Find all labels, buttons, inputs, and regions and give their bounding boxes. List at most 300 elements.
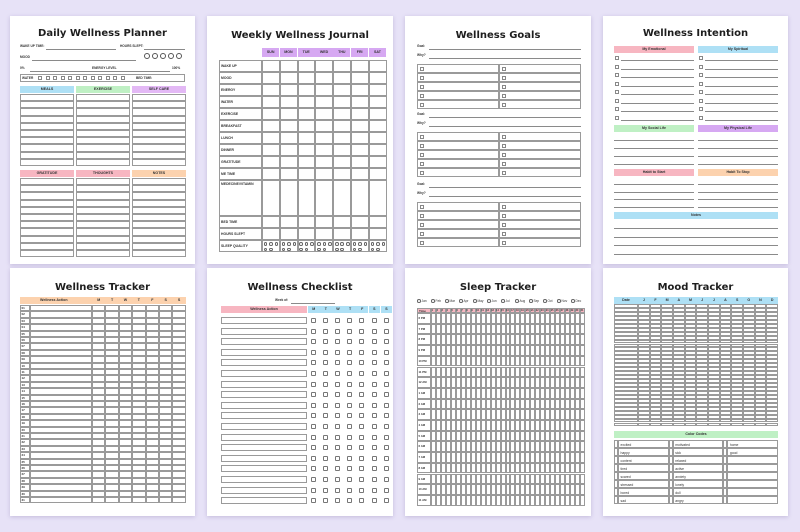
- checklist-checkbox[interactable]: [347, 477, 352, 482]
- checklist-checkbox[interactable]: [372, 498, 377, 503]
- weekly-entry-cell[interactable]: [315, 60, 333, 72]
- checklist-checkbox[interactable]: [311, 466, 316, 471]
- mood-day-cell[interactable]: [731, 423, 743, 427]
- sleep-quality-dot[interactable]: [353, 242, 357, 246]
- checklist-checkbox[interactable]: [372, 477, 377, 482]
- energy-level-bar[interactable]: [30, 71, 170, 72]
- goal-step-cell[interactable]: [499, 238, 581, 247]
- color-code-cell[interactable]: [727, 440, 778, 448]
- checklist-checkbox[interactable]: [311, 456, 316, 461]
- checklist-checkbox[interactable]: [311, 413, 316, 418]
- weekly-entry-cell[interactable]: [333, 120, 351, 132]
- goal-step-checkbox[interactable]: [420, 205, 424, 209]
- planner-entry-cell[interactable]: [132, 250, 186, 257]
- sleep-hour-cell[interactable]: [580, 399, 585, 410]
- water-glass-checkbox[interactable]: [38, 76, 42, 80]
- intention-checkbox[interactable]: [615, 82, 619, 86]
- checklist-checkbox[interactable]: [323, 498, 328, 503]
- why-field[interactable]: [429, 196, 581, 197]
- checklist-checkbox[interactable]: [323, 424, 328, 429]
- goal-step-cell[interactable]: [499, 211, 581, 220]
- planner-entry-cell[interactable]: [20, 130, 74, 137]
- checklist-checkbox[interactable]: [359, 350, 364, 355]
- goal-step-checkbox[interactable]: [420, 103, 424, 107]
- planner-entry-cell[interactable]: [76, 200, 130, 207]
- checklist-checkbox[interactable]: [323, 392, 328, 397]
- planner-entry-cell[interactable]: [76, 178, 130, 185]
- water-glass-checkbox[interactable]: [98, 76, 102, 80]
- weekly-entry-cell[interactable]: [280, 84, 298, 96]
- weekly-entry-cell[interactable]: [298, 108, 316, 120]
- weekly-entry-cell[interactable]: [369, 108, 387, 120]
- checklist-checkbox[interactable]: [347, 318, 352, 323]
- goal-step-checkbox[interactable]: [502, 205, 506, 209]
- weekly-entry-cell[interactable]: [298, 72, 316, 84]
- goal-step-cell[interactable]: [499, 220, 581, 229]
- checklist-checkbox[interactable]: [347, 488, 352, 493]
- weekly-entry-cell[interactable]: [369, 216, 387, 228]
- checklist-checkbox[interactable]: [335, 382, 340, 387]
- checklist-checkbox[interactable]: [323, 445, 328, 450]
- planner-entry-cell[interactable]: [20, 228, 74, 235]
- checklist-checkbox[interactable]: [372, 466, 377, 471]
- weekly-entry-cell[interactable]: [262, 216, 280, 228]
- week-of-field[interactable]: [291, 303, 335, 304]
- checklist-action-cell[interactable]: [221, 465, 307, 472]
- checklist-checkbox[interactable]: [372, 329, 377, 334]
- checklist-checkbox[interactable]: [384, 329, 389, 334]
- checklist-checkbox[interactable]: [311, 445, 316, 450]
- weekly-entry-cell[interactable]: [333, 156, 351, 168]
- goal-step-checkbox[interactable]: [502, 153, 506, 157]
- month-radio[interactable]: [459, 299, 463, 303]
- checklist-checkbox[interactable]: [335, 339, 340, 344]
- checklist-checkbox[interactable]: [384, 382, 389, 387]
- weekly-entry-cell[interactable]: [262, 60, 280, 72]
- color-code-cell[interactable]: [673, 472, 724, 480]
- planner-entry-cell[interactable]: [76, 152, 130, 159]
- checklist-checkbox[interactable]: [311, 360, 316, 365]
- water-glass-checkbox[interactable]: [76, 76, 80, 80]
- checklist-checkbox[interactable]: [335, 360, 340, 365]
- checklist-checkbox[interactable]: [384, 318, 389, 323]
- intention-line[interactable]: [705, 120, 778, 121]
- sleep-hour-cell[interactable]: [580, 474, 585, 485]
- why-field[interactable]: [429, 126, 581, 127]
- month-radio[interactable]: [473, 299, 477, 303]
- weekly-entry-cell[interactable]: [298, 120, 316, 132]
- checklist-checkbox[interactable]: [347, 466, 352, 471]
- month-radio[interactable]: [529, 299, 533, 303]
- checklist-action-cell[interactable]: [221, 381, 307, 388]
- checklist-checkbox[interactable]: [384, 371, 389, 376]
- weekly-entry-cell[interactable]: [262, 120, 280, 132]
- goal-step-checkbox[interactable]: [420, 67, 424, 71]
- weekly-entry-cell[interactable]: [369, 84, 387, 96]
- sleep-quality-dot[interactable]: [287, 242, 291, 246]
- checklist-checkbox[interactable]: [335, 498, 340, 503]
- intention-line[interactable]: [621, 111, 694, 112]
- sleep-quality-dot[interactable]: [299, 248, 303, 252]
- color-code-cell[interactable]: [727, 472, 778, 480]
- intention-checkbox[interactable]: [699, 90, 703, 94]
- checklist-checkbox[interactable]: [311, 350, 316, 355]
- sleep-quality-dot[interactable]: [305, 248, 309, 252]
- checklist-checkbox[interactable]: [359, 371, 364, 376]
- month-radio[interactable]: [431, 299, 435, 303]
- checklist-action-cell[interactable]: [221, 476, 307, 483]
- checklist-checkbox[interactable]: [335, 424, 340, 429]
- checklist-checkbox[interactable]: [384, 339, 389, 344]
- checklist-checkbox[interactable]: [311, 392, 316, 397]
- intention-line[interactable]: [621, 120, 694, 121]
- checklist-checkbox[interactable]: [359, 466, 364, 471]
- goal-step-cell[interactable]: [499, 64, 581, 73]
- checklist-checkbox[interactable]: [384, 360, 389, 365]
- month-radio[interactable]: [487, 299, 491, 303]
- weekly-entry-cell[interactable]: [262, 228, 280, 240]
- weekly-entry-cell[interactable]: [333, 108, 351, 120]
- smile-face-icon[interactable]: [144, 53, 150, 59]
- checklist-checkbox[interactable]: [335, 318, 340, 323]
- color-code-cell[interactable]: [727, 456, 778, 464]
- weekly-entry-cell[interactable]: [280, 216, 298, 228]
- intention-checkbox[interactable]: [615, 73, 619, 77]
- checklist-action-cell[interactable]: [221, 444, 307, 451]
- sleep-hour-cell[interactable]: [580, 345, 585, 356]
- planner-entry-cell[interactable]: [132, 123, 186, 130]
- goal-step-checkbox[interactable]: [420, 135, 424, 139]
- weekly-entry-cell[interactable]: [280, 108, 298, 120]
- color-code-cell[interactable]: [673, 456, 724, 464]
- weekly-entry-cell[interactable]: [369, 120, 387, 132]
- planner-entry-cell[interactable]: [20, 185, 74, 192]
- month-radio[interactable]: [445, 299, 449, 303]
- life-line[interactable]: [614, 140, 694, 141]
- water-glass-checkbox[interactable]: [83, 76, 87, 80]
- goal-step-cell[interactable]: [417, 202, 499, 211]
- goal-step-checkbox[interactable]: [420, 223, 424, 227]
- planner-entry-cell[interactable]: [20, 101, 74, 108]
- planner-entry-cell[interactable]: [20, 159, 74, 166]
- weekly-entry-cell[interactable]: [333, 168, 351, 180]
- intention-line[interactable]: [621, 103, 694, 104]
- mood-day-cell[interactable]: [685, 423, 697, 427]
- sleep-quality-dot[interactable]: [317, 242, 321, 246]
- planner-entry-cell[interactable]: [20, 152, 74, 159]
- goal-step-checkbox[interactable]: [420, 85, 424, 89]
- intention-line[interactable]: [621, 60, 694, 61]
- goal-step-cell[interactable]: [499, 82, 581, 91]
- planner-entry-cell[interactable]: [132, 159, 186, 166]
- habit-line[interactable]: [698, 199, 778, 200]
- checklist-checkbox[interactable]: [359, 329, 364, 334]
- checklist-checkbox[interactable]: [372, 360, 377, 365]
- mood-field[interactable]: [32, 60, 136, 61]
- intention-checkbox[interactable]: [699, 65, 703, 69]
- planner-entry-cell[interactable]: [76, 236, 130, 243]
- planner-entry-cell[interactable]: [76, 123, 130, 130]
- checklist-action-cell[interactable]: [221, 487, 307, 494]
- sleep-hour-cell[interactable]: [580, 484, 585, 495]
- sleep-quality-dot[interactable]: [282, 248, 286, 252]
- sleep-quality-dot[interactable]: [317, 248, 321, 252]
- checklist-checkbox[interactable]: [311, 498, 316, 503]
- why-field[interactable]: [429, 58, 581, 59]
- planner-entry-cell[interactable]: [76, 207, 130, 214]
- checklist-checkbox[interactable]: [311, 318, 316, 323]
- planner-entry-cell[interactable]: [76, 250, 130, 257]
- weekly-entry-cell[interactable]: [298, 96, 316, 108]
- sleep-quality-dot[interactable]: [323, 248, 327, 252]
- weekly-entry-cell[interactable]: [351, 120, 369, 132]
- checklist-checkbox[interactable]: [384, 403, 389, 408]
- weekly-entry-cell[interactable]: [280, 156, 298, 168]
- checklist-checkbox[interactable]: [359, 477, 364, 482]
- goal-step-cell[interactable]: [417, 238, 499, 247]
- weekly-entry-cell[interactable]: [298, 144, 316, 156]
- sleep-quality-dot[interactable]: [287, 248, 291, 252]
- goal-step-checkbox[interactable]: [502, 223, 506, 227]
- checklist-checkbox[interactable]: [311, 403, 316, 408]
- water-glass-checkbox[interactable]: [121, 76, 125, 80]
- weekly-entry-cell[interactable]: [315, 228, 333, 240]
- weekly-entry-cell[interactable]: [369, 228, 387, 240]
- goal-step-cell[interactable]: [417, 100, 499, 109]
- planner-entry-cell[interactable]: [132, 116, 186, 123]
- life-line[interactable]: [698, 156, 778, 157]
- sleep-quality-dot[interactable]: [340, 248, 344, 252]
- checklist-checkbox[interactable]: [347, 371, 352, 376]
- checklist-checkbox[interactable]: [347, 382, 352, 387]
- weekly-entry-cell[interactable]: [262, 108, 280, 120]
- weekly-entry-cell[interactable]: [333, 60, 351, 72]
- tracker-entry-cell[interactable]: [132, 497, 145, 503]
- sleep-hour-cell[interactable]: [580, 431, 585, 442]
- goal-step-cell[interactable]: [499, 150, 581, 159]
- weekly-entry-cell[interactable]: [298, 168, 316, 180]
- intention-checkbox[interactable]: [699, 82, 703, 86]
- checklist-checkbox[interactable]: [372, 413, 377, 418]
- goal-step-checkbox[interactable]: [420, 214, 424, 218]
- color-code-cell[interactable]: [673, 440, 724, 448]
- weekly-entry-cell[interactable]: [351, 228, 369, 240]
- water-glass-checkbox[interactable]: [53, 76, 57, 80]
- weekly-entry-cell[interactable]: [351, 156, 369, 168]
- mood-day-cell[interactable]: [696, 423, 708, 427]
- checklist-checkbox[interactable]: [323, 339, 328, 344]
- goal-step-checkbox[interactable]: [502, 94, 506, 98]
- weekly-entry-cell[interactable]: [315, 156, 333, 168]
- weekly-entry-cell[interactable]: [315, 72, 333, 84]
- intention-line[interactable]: [705, 60, 778, 61]
- goal-step-cell[interactable]: [417, 220, 499, 229]
- goal-field[interactable]: [429, 117, 581, 118]
- checklist-checkbox[interactable]: [335, 371, 340, 376]
- checklist-checkbox[interactable]: [359, 435, 364, 440]
- sleepy-face-icon[interactable]: [176, 53, 182, 59]
- goal-step-checkbox[interactable]: [502, 162, 506, 166]
- mood-day-cell[interactable]: [638, 423, 650, 427]
- weekly-entry-cell[interactable]: [280, 228, 298, 240]
- sleep-quality-dot[interactable]: [358, 248, 362, 252]
- month-radio[interactable]: [417, 299, 421, 303]
- goal-step-checkbox[interactable]: [502, 171, 506, 175]
- weekly-entry-cell[interactable]: [298, 84, 316, 96]
- intention-checkbox[interactable]: [615, 65, 619, 69]
- color-code-cell[interactable]: [618, 456, 669, 464]
- goal-step-cell[interactable]: [499, 168, 581, 177]
- weekly-entry-cell[interactable]: [262, 72, 280, 84]
- planner-entry-cell[interactable]: [20, 123, 74, 130]
- weekly-entry-cell[interactable]: [351, 144, 369, 156]
- planner-entry-cell[interactable]: [76, 243, 130, 250]
- checklist-checkbox[interactable]: [323, 360, 328, 365]
- checklist-action-cell[interactable]: [221, 497, 307, 504]
- checklist-checkbox[interactable]: [347, 392, 352, 397]
- weekly-entry-cell[interactable]: [280, 180, 298, 216]
- checklist-action-cell[interactable]: [221, 402, 307, 409]
- weekly-entry-cell[interactable]: [280, 60, 298, 72]
- weekly-entry-cell[interactable]: [262, 180, 280, 216]
- checklist-checkbox[interactable]: [335, 329, 340, 334]
- intention-checkbox[interactable]: [615, 99, 619, 103]
- intention-checkbox[interactable]: [615, 107, 619, 111]
- color-code-cell[interactable]: [618, 440, 669, 448]
- sleep-hour-cell[interactable]: [580, 334, 585, 345]
- color-code-cell[interactable]: [673, 496, 724, 504]
- goal-step-cell[interactable]: [417, 82, 499, 91]
- habit-line[interactable]: [698, 184, 778, 185]
- checklist-checkbox[interactable]: [335, 477, 340, 482]
- planner-entry-cell[interactable]: [76, 116, 130, 123]
- checklist-action-cell[interactable]: [221, 455, 307, 462]
- life-line[interactable]: [614, 164, 694, 165]
- sleep-hour-cell[interactable]: [580, 367, 585, 378]
- planner-entry-cell[interactable]: [76, 221, 130, 228]
- weekly-entry-cell[interactable]: [280, 240, 298, 252]
- weekly-entry-cell[interactable]: [369, 96, 387, 108]
- checklist-checkbox[interactable]: [347, 329, 352, 334]
- planner-entry-cell[interactable]: [132, 200, 186, 207]
- sleep-quality-dot[interactable]: [340, 242, 344, 246]
- weekly-entry-cell[interactable]: [280, 132, 298, 144]
- month-radio[interactable]: [501, 299, 505, 303]
- color-code-cell[interactable]: [618, 496, 669, 504]
- mood-day-cell[interactable]: [708, 423, 720, 427]
- tracker-entry-cell[interactable]: [146, 497, 159, 503]
- planner-entry-cell[interactable]: [132, 243, 186, 250]
- color-code-cell[interactable]: [727, 464, 778, 472]
- checklist-checkbox[interactable]: [311, 339, 316, 344]
- weekly-entry-cell[interactable]: [369, 72, 387, 84]
- checklist-checkbox[interactable]: [372, 392, 377, 397]
- life-line[interactable]: [698, 164, 778, 165]
- checklist-checkbox[interactable]: [347, 456, 352, 461]
- weekly-entry-cell[interactable]: [298, 132, 316, 144]
- checklist-checkbox[interactable]: [384, 466, 389, 471]
- checklist-checkbox[interactable]: [384, 350, 389, 355]
- mood-day-cell[interactable]: [673, 423, 685, 427]
- intention-checkbox[interactable]: [699, 56, 703, 60]
- checklist-checkbox[interactable]: [384, 456, 389, 461]
- sleep-quality-dot[interactable]: [310, 242, 314, 246]
- checklist-checkbox[interactable]: [372, 371, 377, 376]
- sleep-hour-cell[interactable]: [580, 495, 585, 506]
- tracker-action-cell[interactable]: [30, 497, 92, 503]
- weekly-entry-cell[interactable]: [369, 240, 387, 252]
- weekly-entry-cell[interactable]: [369, 168, 387, 180]
- checklist-action-cell[interactable]: [221, 412, 307, 419]
- weekly-entry-cell[interactable]: [333, 144, 351, 156]
- sleep-quality-dot[interactable]: [376, 242, 380, 246]
- sleep-quality-dot[interactable]: [305, 242, 309, 246]
- weekly-entry-cell[interactable]: [315, 240, 333, 252]
- intention-line[interactable]: [705, 86, 778, 87]
- planner-entry-cell[interactable]: [132, 137, 186, 144]
- sleep-quality-dot[interactable]: [335, 248, 339, 252]
- planner-entry-cell[interactable]: [76, 144, 130, 151]
- goal-step-checkbox[interactable]: [502, 144, 506, 148]
- goal-step-cell[interactable]: [499, 100, 581, 109]
- weekly-entry-cell[interactable]: [315, 144, 333, 156]
- planner-entry-cell[interactable]: [132, 94, 186, 101]
- sleep-quality-dot[interactable]: [335, 242, 339, 246]
- weekly-entry-cell[interactable]: [298, 240, 316, 252]
- checklist-checkbox[interactable]: [384, 435, 389, 440]
- goal-step-cell[interactable]: [499, 132, 581, 141]
- weekly-entry-cell[interactable]: [315, 180, 333, 216]
- sleep-quality-dot[interactable]: [269, 248, 273, 252]
- weekly-entry-cell[interactable]: [280, 144, 298, 156]
- color-code-cell[interactable]: [673, 464, 724, 472]
- planner-entry-cell[interactable]: [20, 116, 74, 123]
- sleep-quality-dot[interactable]: [376, 248, 380, 252]
- sleep-quality-dot[interactable]: [293, 242, 297, 246]
- goal-field[interactable]: [429, 187, 581, 188]
- checklist-checkbox[interactable]: [323, 456, 328, 461]
- weekly-entry-cell[interactable]: [315, 120, 333, 132]
- checklist-checkbox[interactable]: [311, 435, 316, 440]
- goal-step-checkbox[interactable]: [502, 85, 506, 89]
- weekly-entry-cell[interactable]: [333, 84, 351, 96]
- sleep-quality-dot[interactable]: [282, 242, 286, 246]
- checklist-checkbox[interactable]: [347, 360, 352, 365]
- checklist-checkbox[interactable]: [323, 435, 328, 440]
- goal-step-checkbox[interactable]: [502, 135, 506, 139]
- color-code-cell[interactable]: [727, 448, 778, 456]
- weekly-entry-cell[interactable]: [298, 60, 316, 72]
- goal-step-checkbox[interactable]: [420, 171, 424, 175]
- goal-step-cell[interactable]: [417, 73, 499, 82]
- weekly-entry-cell[interactable]: [315, 216, 333, 228]
- checklist-checkbox[interactable]: [323, 329, 328, 334]
- checklist-checkbox[interactable]: [384, 445, 389, 450]
- checklist-checkbox[interactable]: [347, 403, 352, 408]
- weekly-entry-cell[interactable]: [315, 84, 333, 96]
- weekly-entry-cell[interactable]: [351, 96, 369, 108]
- goal-step-cell[interactable]: [417, 229, 499, 238]
- tracker-entry-cell[interactable]: [159, 497, 172, 503]
- checklist-checkbox[interactable]: [372, 488, 377, 493]
- planner-entry-cell[interactable]: [76, 108, 130, 115]
- checklist-checkbox[interactable]: [311, 424, 316, 429]
- goal-step-checkbox[interactable]: [420, 76, 424, 80]
- color-code-cell[interactable]: [727, 480, 778, 488]
- checklist-action-cell[interactable]: [221, 434, 307, 441]
- checklist-checkbox[interactable]: [323, 371, 328, 376]
- checklist-checkbox[interactable]: [335, 456, 340, 461]
